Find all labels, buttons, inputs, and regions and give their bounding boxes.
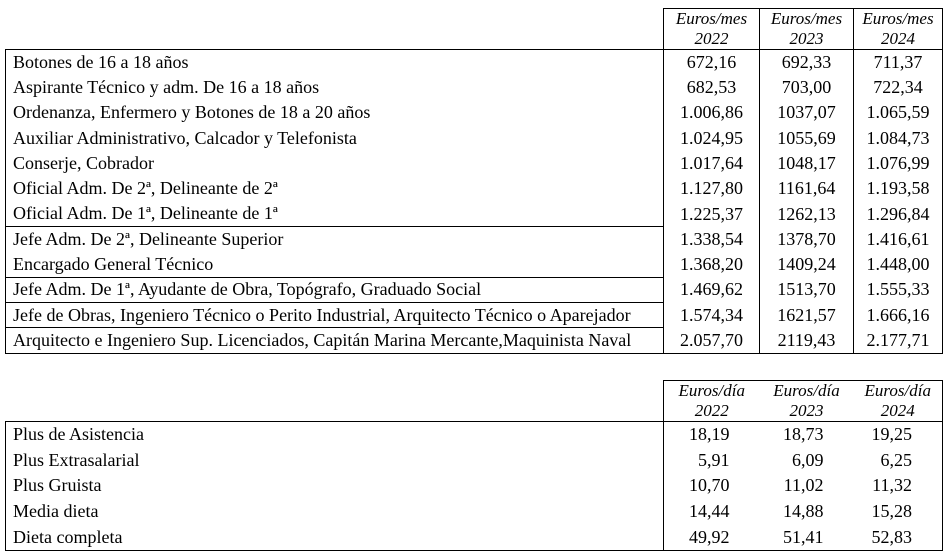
rate-2023-cell: 703,00	[760, 75, 854, 100]
table-row	[6, 151, 943, 176]
rate-2024-cell: 52,83	[854, 525, 943, 551]
table-row	[6, 252, 943, 277]
category-cell: Encargado General Técnico	[6, 252, 664, 277]
rate-2023-cell: 1048,17	[760, 151, 854, 176]
rate-2022-cell: 18,19	[689, 423, 730, 444]
rate-2022-cell: 1.574,34	[664, 303, 760, 328]
rate-2023-cell: 18,73	[783, 423, 824, 444]
rate-2023-cell: 1055,69	[760, 125, 854, 150]
rate-2023-cell: 51,41	[760, 525, 854, 551]
rate-2024-cell: 11,32	[854, 473, 943, 499]
rate-2022-cell: 10,70	[689, 475, 730, 496]
rate-2024-cell: 6,25	[854, 447, 943, 473]
rate-2022-cell: 682,53	[664, 75, 760, 100]
category-cell: Arquitecto e Ingeniero Sup. Licenciados, Capitán Marina Mercante,Maquinista Naval	[6, 328, 664, 353]
table-row	[6, 75, 943, 100]
rate-2023-cell: 1513,70	[760, 277, 854, 302]
rate-2024-cell: 1.076,99	[854, 151, 943, 176]
rate-2023-cell: 692,33	[760, 50, 854, 75]
rate-2022-cell: 5,91	[698, 449, 730, 470]
rate-2022-cell: 1.006,86	[664, 100, 760, 125]
rate-2022-cell: 1.469,62	[664, 277, 760, 302]
unit-label: Euros/día	[773, 380, 840, 400]
rate-2022-cell: 1.017,64	[664, 151, 760, 176]
rate-2022-cell: 672,16	[664, 50, 760, 75]
category-cell: Oficial Adm. De 2ª, Delineante de 2ª	[6, 176, 664, 201]
rate-2023-cell: 11,02	[783, 475, 824, 496]
rate-2022-cell: 2.057,70	[664, 328, 760, 353]
table-row	[6, 100, 943, 125]
category-cell: Jefe de Obras, Ingeniero Técnico o Perito Industrial, Arquitecto Técnico o Aparejador	[6, 303, 664, 328]
table-row	[6, 227, 943, 252]
daily-allowances-table	[5, 380, 943, 552]
rate-2024-cell: 722,34	[854, 75, 943, 100]
rate-2022-cell: 14,44	[689, 501, 730, 522]
category-cell: Media dieta	[6, 499, 664, 525]
rate-2022-cell: 1.225,37	[664, 201, 760, 226]
category-cell: Auxiliar Administrativo, Calcador y Telefonista	[6, 125, 664, 150]
column-header-euros-dia-2022	[664, 380, 760, 421]
unit-label: Euros/día	[864, 380, 931, 400]
rate-2023-cell: 1409,24	[760, 252, 854, 277]
year-label: 2023	[789, 400, 824, 420]
rate-2024-cell: 1.555,33	[854, 277, 943, 302]
column-header-euros-mes-2022	[664, 9, 760, 50]
category-cell: Ordenanza, Enfermero y Botones de 18 a 20 años	[6, 100, 664, 125]
category-cell: Plus de Asistencia	[6, 421, 664, 447]
rate-2023-cell: 1378,70	[760, 227, 854, 252]
table-row	[6, 499, 943, 525]
rate-2024-cell: 15,28	[854, 499, 943, 525]
rate-2023-cell: 1037,07	[760, 100, 854, 125]
table-row	[6, 50, 943, 75]
rate-2022-cell: 49,92	[664, 525, 760, 551]
category-cell: Dieta completa	[6, 525, 664, 551]
table-row	[6, 447, 943, 473]
rate-2024-cell: 2.177,71	[854, 328, 943, 353]
rate-2024-cell: 1.448,00	[854, 252, 943, 277]
header-spacer	[6, 9, 664, 50]
rate-2024-cell: 1.193,58	[854, 176, 943, 201]
category-cell: Jefe Adm. De 1ª, Ayudante de Obra, Topógrafo, Graduado Social	[6, 277, 664, 302]
rate-2023-cell: 1262,13	[760, 201, 854, 226]
column-header-euros-mes-2024	[854, 9, 943, 50]
unit-label: Euros/mes	[675, 9, 748, 28]
year-label: 2024	[881, 29, 915, 49]
rate-2022-cell: 1.024,95	[664, 125, 760, 150]
rate-2024-cell: 1.416,61	[854, 227, 943, 252]
unit-label: Euros/mes	[862, 9, 934, 28]
rate-2024-cell: 1.296,84	[854, 201, 943, 226]
rate-2024-cell: 711,37	[854, 50, 943, 75]
rate-2024-cell: 19,25	[854, 421, 943, 447]
table-row	[6, 201, 943, 226]
year-label: 2022	[694, 29, 729, 49]
category-cell: Plus Gruista	[6, 473, 664, 499]
table-row	[6, 176, 943, 201]
column-header-euros-dia-2024	[854, 380, 943, 421]
column-header-euros-dia-2023	[760, 380, 854, 421]
year-label: 2023	[789, 29, 824, 49]
rate-2023-cell: 1161,64	[760, 176, 854, 201]
category-cell: Aspirante Técnico y adm. De 16 a 18 años	[6, 75, 664, 100]
rate-2024-cell: 1.666,16	[854, 303, 943, 328]
daily-header-row	[6, 380, 943, 421]
year-label: 2022	[694, 400, 729, 420]
year-label: 2024	[880, 400, 915, 420]
rate-2024-cell: 1.084,73	[854, 125, 943, 150]
rate-2023-cell: 1621,57	[760, 303, 854, 328]
unit-label: Euros/mes	[770, 9, 843, 28]
rate-2023-cell: 2119,43	[760, 328, 854, 353]
rate-2022-cell: 1.368,20	[664, 252, 760, 277]
header-spacer	[6, 380, 664, 421]
table-row	[6, 125, 943, 150]
table-row	[6, 473, 943, 499]
rate-2023-cell: 6,09	[792, 449, 824, 470]
category-cell: Oficial Adm. De 1ª, Delineante de 1ª	[6, 201, 664, 226]
table-row	[6, 277, 943, 302]
unit-label: Euros/día	[678, 380, 745, 400]
rate-2022-cell: 1.338,54	[664, 227, 760, 252]
table-row	[6, 303, 943, 328]
category-cell: Jefe Adm. De 2ª, Delineante Superior	[6, 227, 664, 252]
rate-2022-cell: 1.127,80	[664, 176, 760, 201]
rate-2024-cell: 1.065,59	[854, 100, 943, 125]
table-row	[6, 421, 943, 447]
table-row	[6, 328, 943, 353]
monthly-rates-table	[5, 8, 943, 354]
monthly-header-row	[6, 9, 943, 50]
category-cell: Botones de 16 a 18 años	[6, 50, 664, 75]
table-row	[6, 525, 943, 551]
category-cell: Plus Extrasalarial	[6, 447, 664, 473]
rate-2023-cell: 14,88	[783, 501, 824, 522]
category-cell: Conserje, Cobrador	[6, 151, 664, 176]
column-header-euros-mes-2023	[760, 9, 854, 50]
